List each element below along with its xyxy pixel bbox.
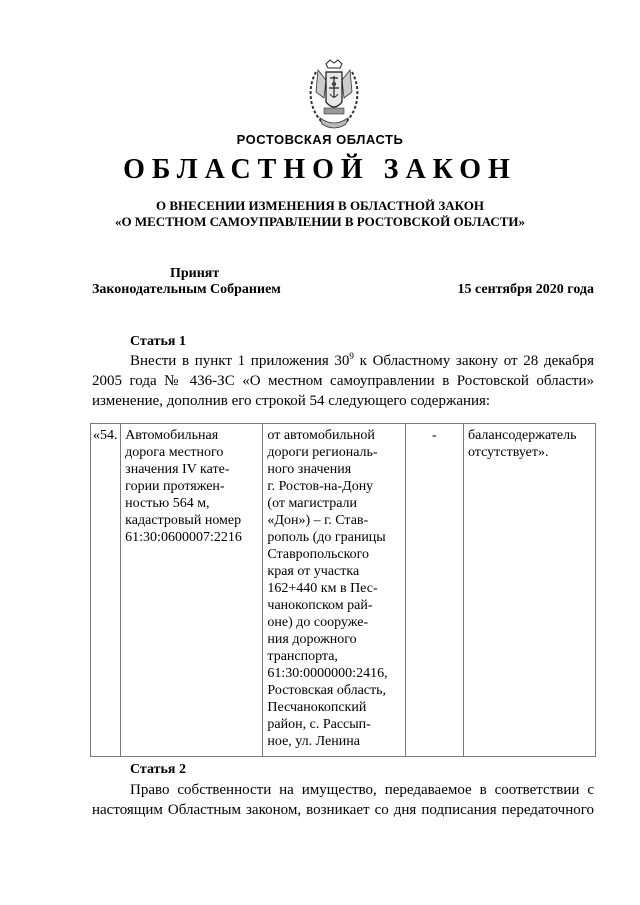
location-line: ное, ул. Ленина [267, 734, 360, 749]
table-row [91, 424, 596, 757]
holder-cell [463, 424, 595, 757]
article-1-line-1 [92, 351, 594, 371]
location-line: 162+440 км в Пес- [267, 581, 378, 596]
article-2-text [92, 780, 594, 820]
adoption-label: Принят [170, 266, 220, 281]
object-name-cell [121, 424, 263, 757]
location-line: ния дорожного [267, 632, 357, 647]
article-1-line-1-post: к Областному закону от 28 декабря [353, 353, 594, 369]
dash-value: - [431, 428, 437, 443]
article-2-line-1: Право собственности на имущество, передаваемое в соответствии с [130, 782, 594, 798]
location-line: рополь (до границы [267, 530, 386, 545]
location-line: «Дон») – г. Став- [267, 513, 369, 528]
article-1-text [92, 351, 594, 411]
location-line: чанокопском рай- [267, 598, 373, 613]
location-line: края от участка [267, 564, 360, 579]
row-number-cell [91, 424, 121, 757]
location-cell [263, 424, 405, 757]
object-name-line: ностью 564 м, [125, 496, 210, 511]
law-subtitle-line-1: О ВНЕСЕНИИ ИЗМЕНЕНИЯ В ОБЛАСТНОЙ ЗАКОН [156, 198, 484, 213]
location-line: Ставропольского [267, 547, 370, 562]
location-line: Ростовская область, [267, 683, 387, 698]
adoption-body: Законодательным Собранием [92, 282, 281, 297]
object-name-line: Автомобильная [125, 428, 219, 443]
object-name-line: дорога местного [125, 445, 224, 460]
location-line: транспорта, [267, 649, 338, 664]
region-name: РОСТОВСКАЯ ОБЛАСТЬ [236, 132, 404, 147]
law-title: ОБЛАСТНОЙ ЗАКОН [123, 154, 517, 185]
article-1-line-2: 2005 года № 436-ЗС «О местном самоуправлении в Ростовской области» [92, 373, 594, 389]
location-line: дороги региональ- [267, 445, 378, 460]
article-1-heading: Статья 1 [130, 334, 186, 349]
article-2-heading: Статья 2 [130, 762, 186, 777]
location-line: Песчанокопский [267, 700, 367, 715]
holder-line: отсутствует». [467, 445, 549, 460]
coat-of-arms-icon [302, 58, 366, 130]
location-line: ного значения [267, 462, 352, 477]
object-name-line: значения IV кате- [125, 462, 230, 477]
law-subtitle-line-2: «О МЕСТНОМ САМОУПРАВЛЕНИИ В РОСТОВСКОЙ ОБЛАСТИ» [115, 214, 525, 229]
location-line: район, с. Рассып- [267, 717, 371, 732]
object-name-line: гории протяжен- [125, 479, 225, 494]
object-name-line: кадастровый номер [125, 513, 242, 528]
location-line: от автомобильной [267, 428, 375, 443]
holder-line: балансодержатель [467, 428, 577, 443]
article-1-line-1-pre: Внести в пункт 1 приложения 30 [130, 353, 350, 369]
location-line: г. Ростов-на-Дону [267, 479, 374, 494]
location-line: 61:30:0000000:2416, [267, 666, 388, 681]
amendment-table [90, 423, 596, 757]
article-1-superscript: 9 [349, 351, 354, 361]
location-line: (от магистрали [267, 496, 358, 511]
article-1-line-3: изменение, дополнив его строкой 54 следующего содержания: [92, 393, 491, 409]
adoption-date: 15 сентября 2020 года [457, 282, 594, 297]
dash-cell [405, 424, 463, 757]
article-2-line-2: настоящим Областным законом, возникает со дня подписания передаточного [92, 802, 594, 818]
object-name-line: 61:30:0600007:2216 [125, 530, 242, 545]
row-number: «54. [93, 428, 118, 443]
location-line: оне) до сооруже- [267, 615, 369, 630]
